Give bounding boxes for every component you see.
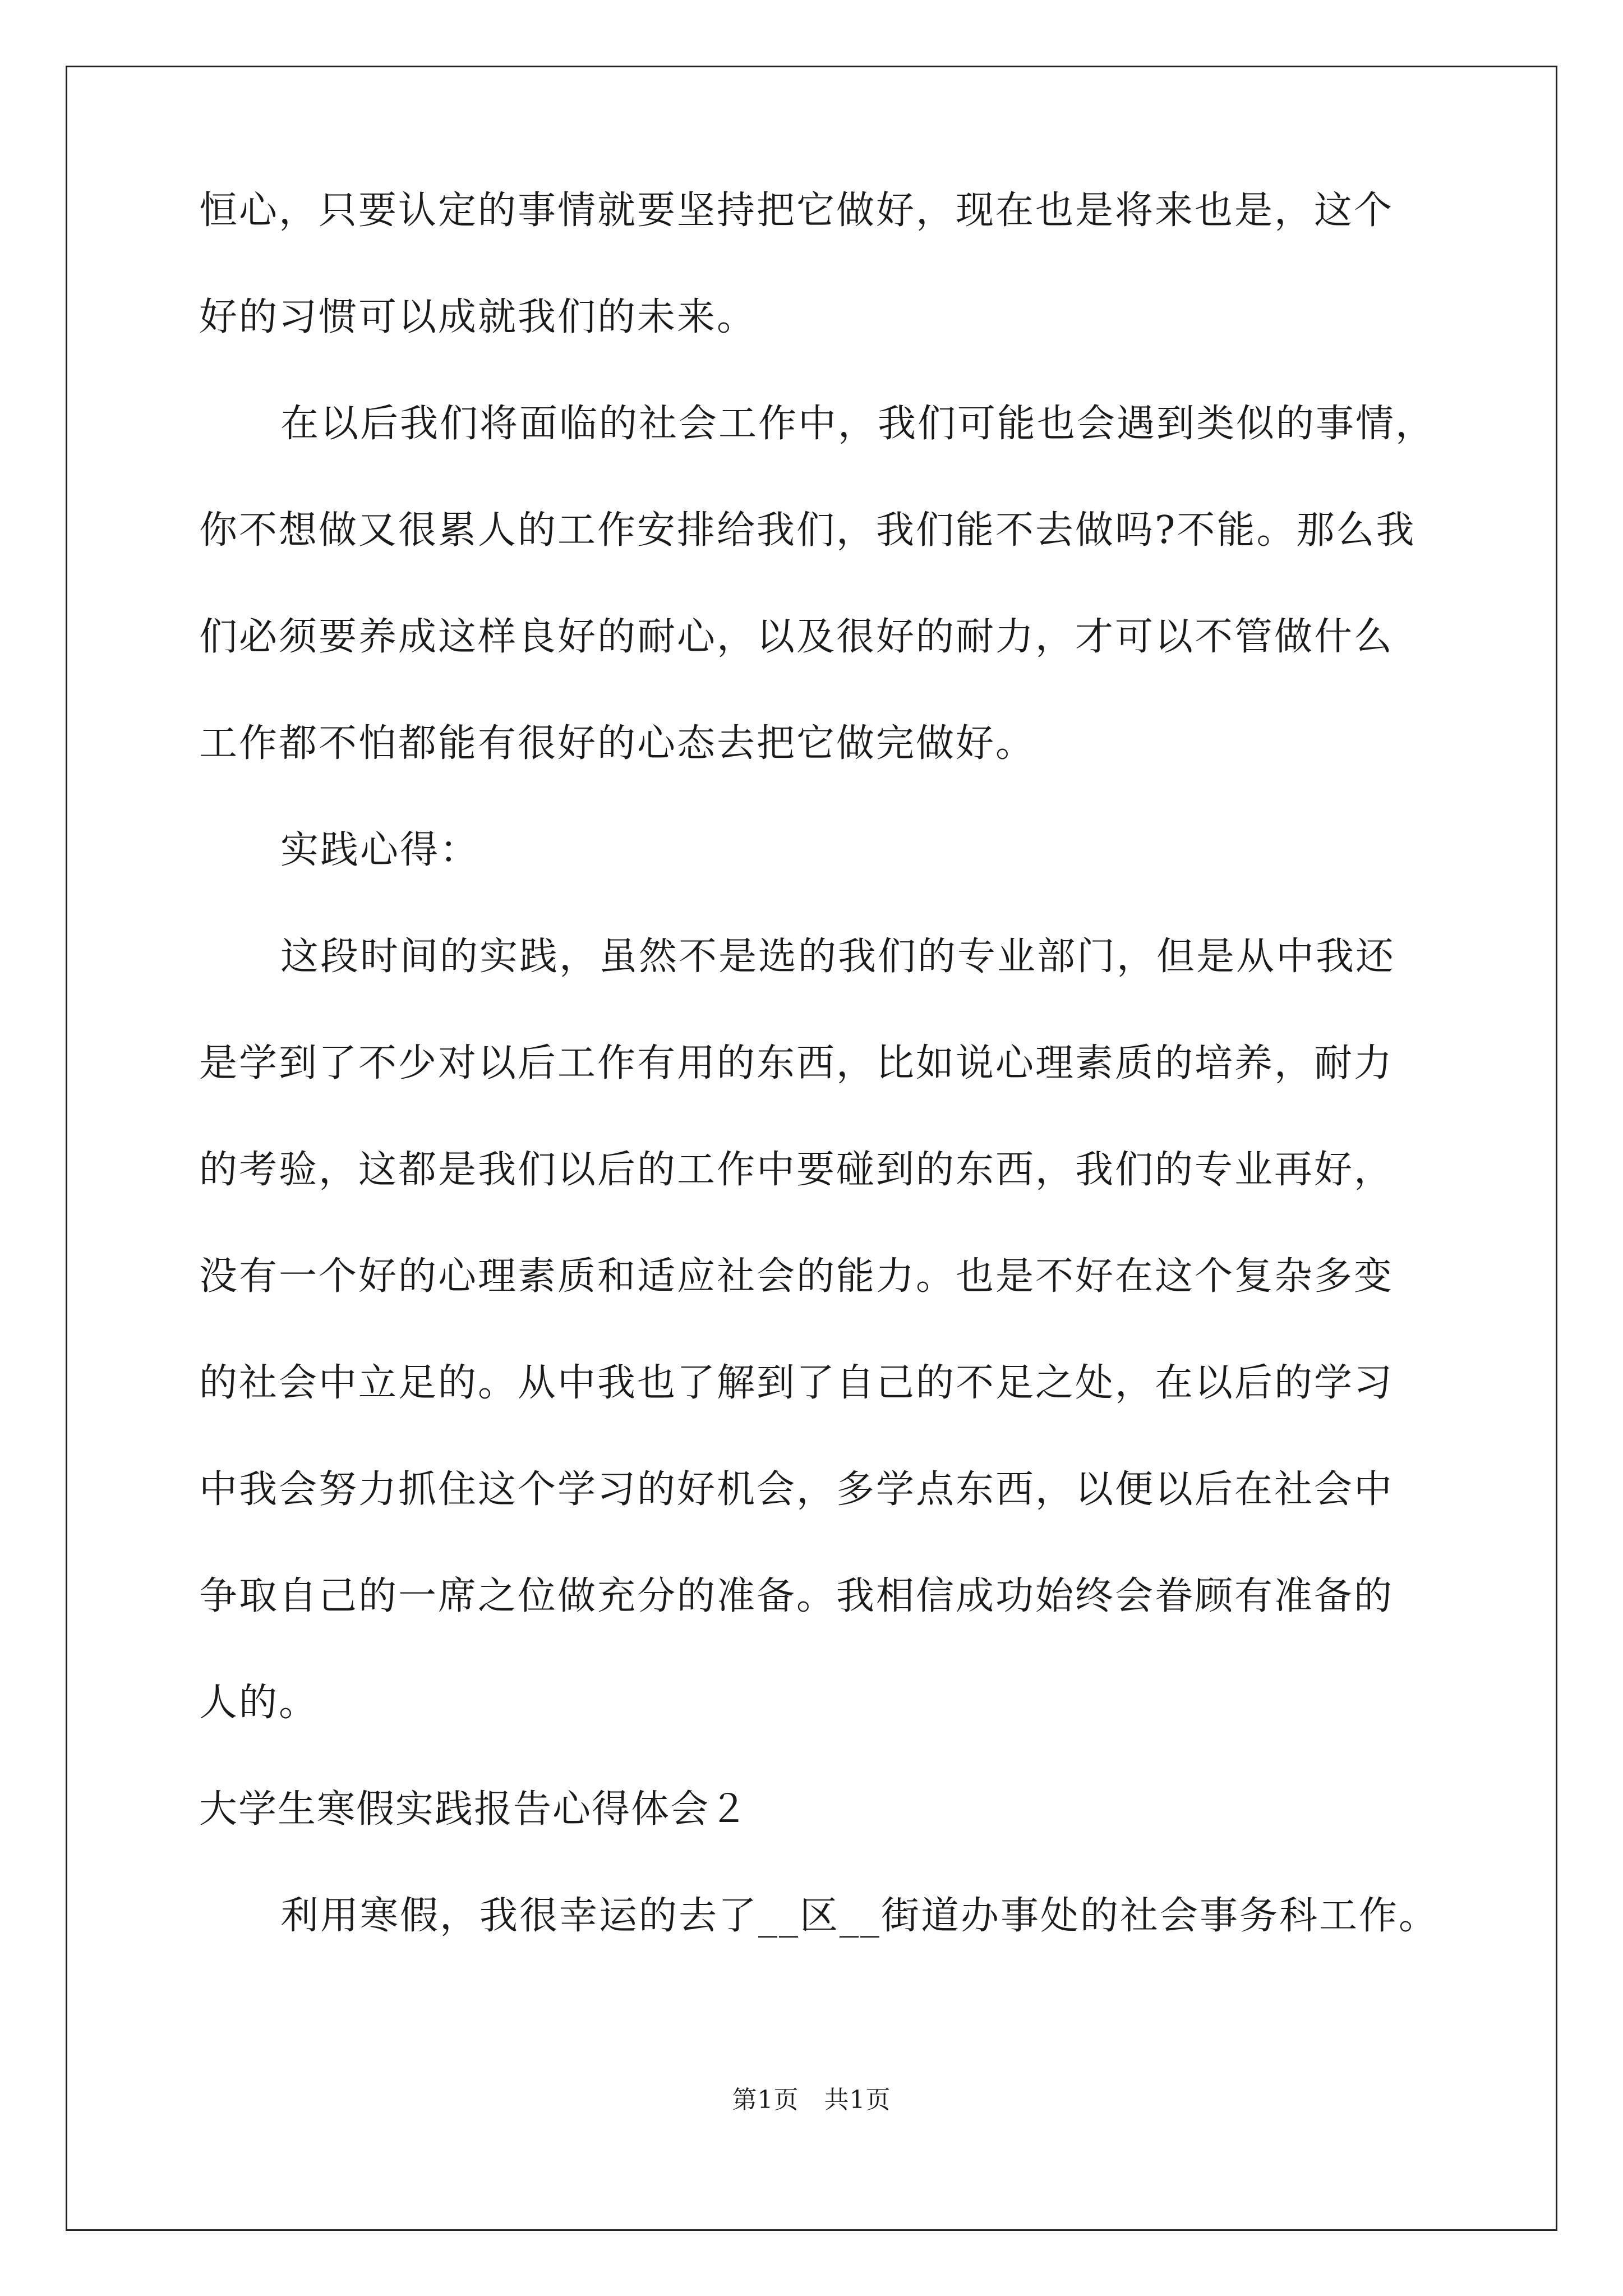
paragraph-line: 利用寒假，我很幸运的去了__区__街道办事处的社会事务科工作。 [280, 1894, 1439, 1938]
paragraph-line: 们必须要养成这样良好的耐心，以及很好的耐力，才可以不管做什么 [199, 615, 1394, 659]
section-heading: 大学生寒假实践报告心得体会２ [199, 1787, 749, 1832]
paragraph-line: 实践心得： [280, 828, 480, 872]
paragraph-line: 在以后我们将面临的社会工作中，我们可能也会遇到类似的事情， [280, 402, 1436, 446]
paragraph-line: 恒心，只要认定的事情就要坚持把它做好，现在也是将来也是，这个 [199, 188, 1394, 233]
paragraph-line: 的社会中立足的。从中我也了解到了自己的不足之处，在以后的学习 [199, 1361, 1394, 1405]
paragraph-line: 争取自己的一席之位做充分的准备。我相信成功始终会眷顾有准备的 [199, 1574, 1394, 1618]
paragraph-line: 你不想做又很累人的工作安排给我们，我们能不去做吗?不能。那么我 [199, 508, 1416, 553]
paragraph-line: 这段时间的实践，虽然不是选的我们的专业部门，但是从中我还 [280, 935, 1396, 979]
document-body [199, 188, 1439, 2003]
paragraph-line: 的考验，这都是我们以后的工作中要碰到的东西，我们的专业再好， [199, 1148, 1394, 1192]
paragraph-line: 工作都不怕都能有很好的心态去把它做完做好。 [199, 721, 1036, 766]
paragraph-line: 人的。 [199, 1681, 319, 1725]
paragraph-line: 好的习惯可以成就我们的未来。 [199, 295, 757, 339]
paragraph-line: 是学到了不少对以后工作有用的东西，比如说心理素质的培养，耐力 [199, 1041, 1394, 1085]
paragraph-line: 没有一个好的心理素质和适应社会的能力。也是不好在这个复杂多变 [199, 1254, 1394, 1299]
paragraph-line: 中我会努力抓住这个学习的好机会，多学点东西，以便以后在社会中 [199, 1467, 1394, 1512]
page-number-footer: 第1页 共1页 [732, 2086, 891, 2114]
